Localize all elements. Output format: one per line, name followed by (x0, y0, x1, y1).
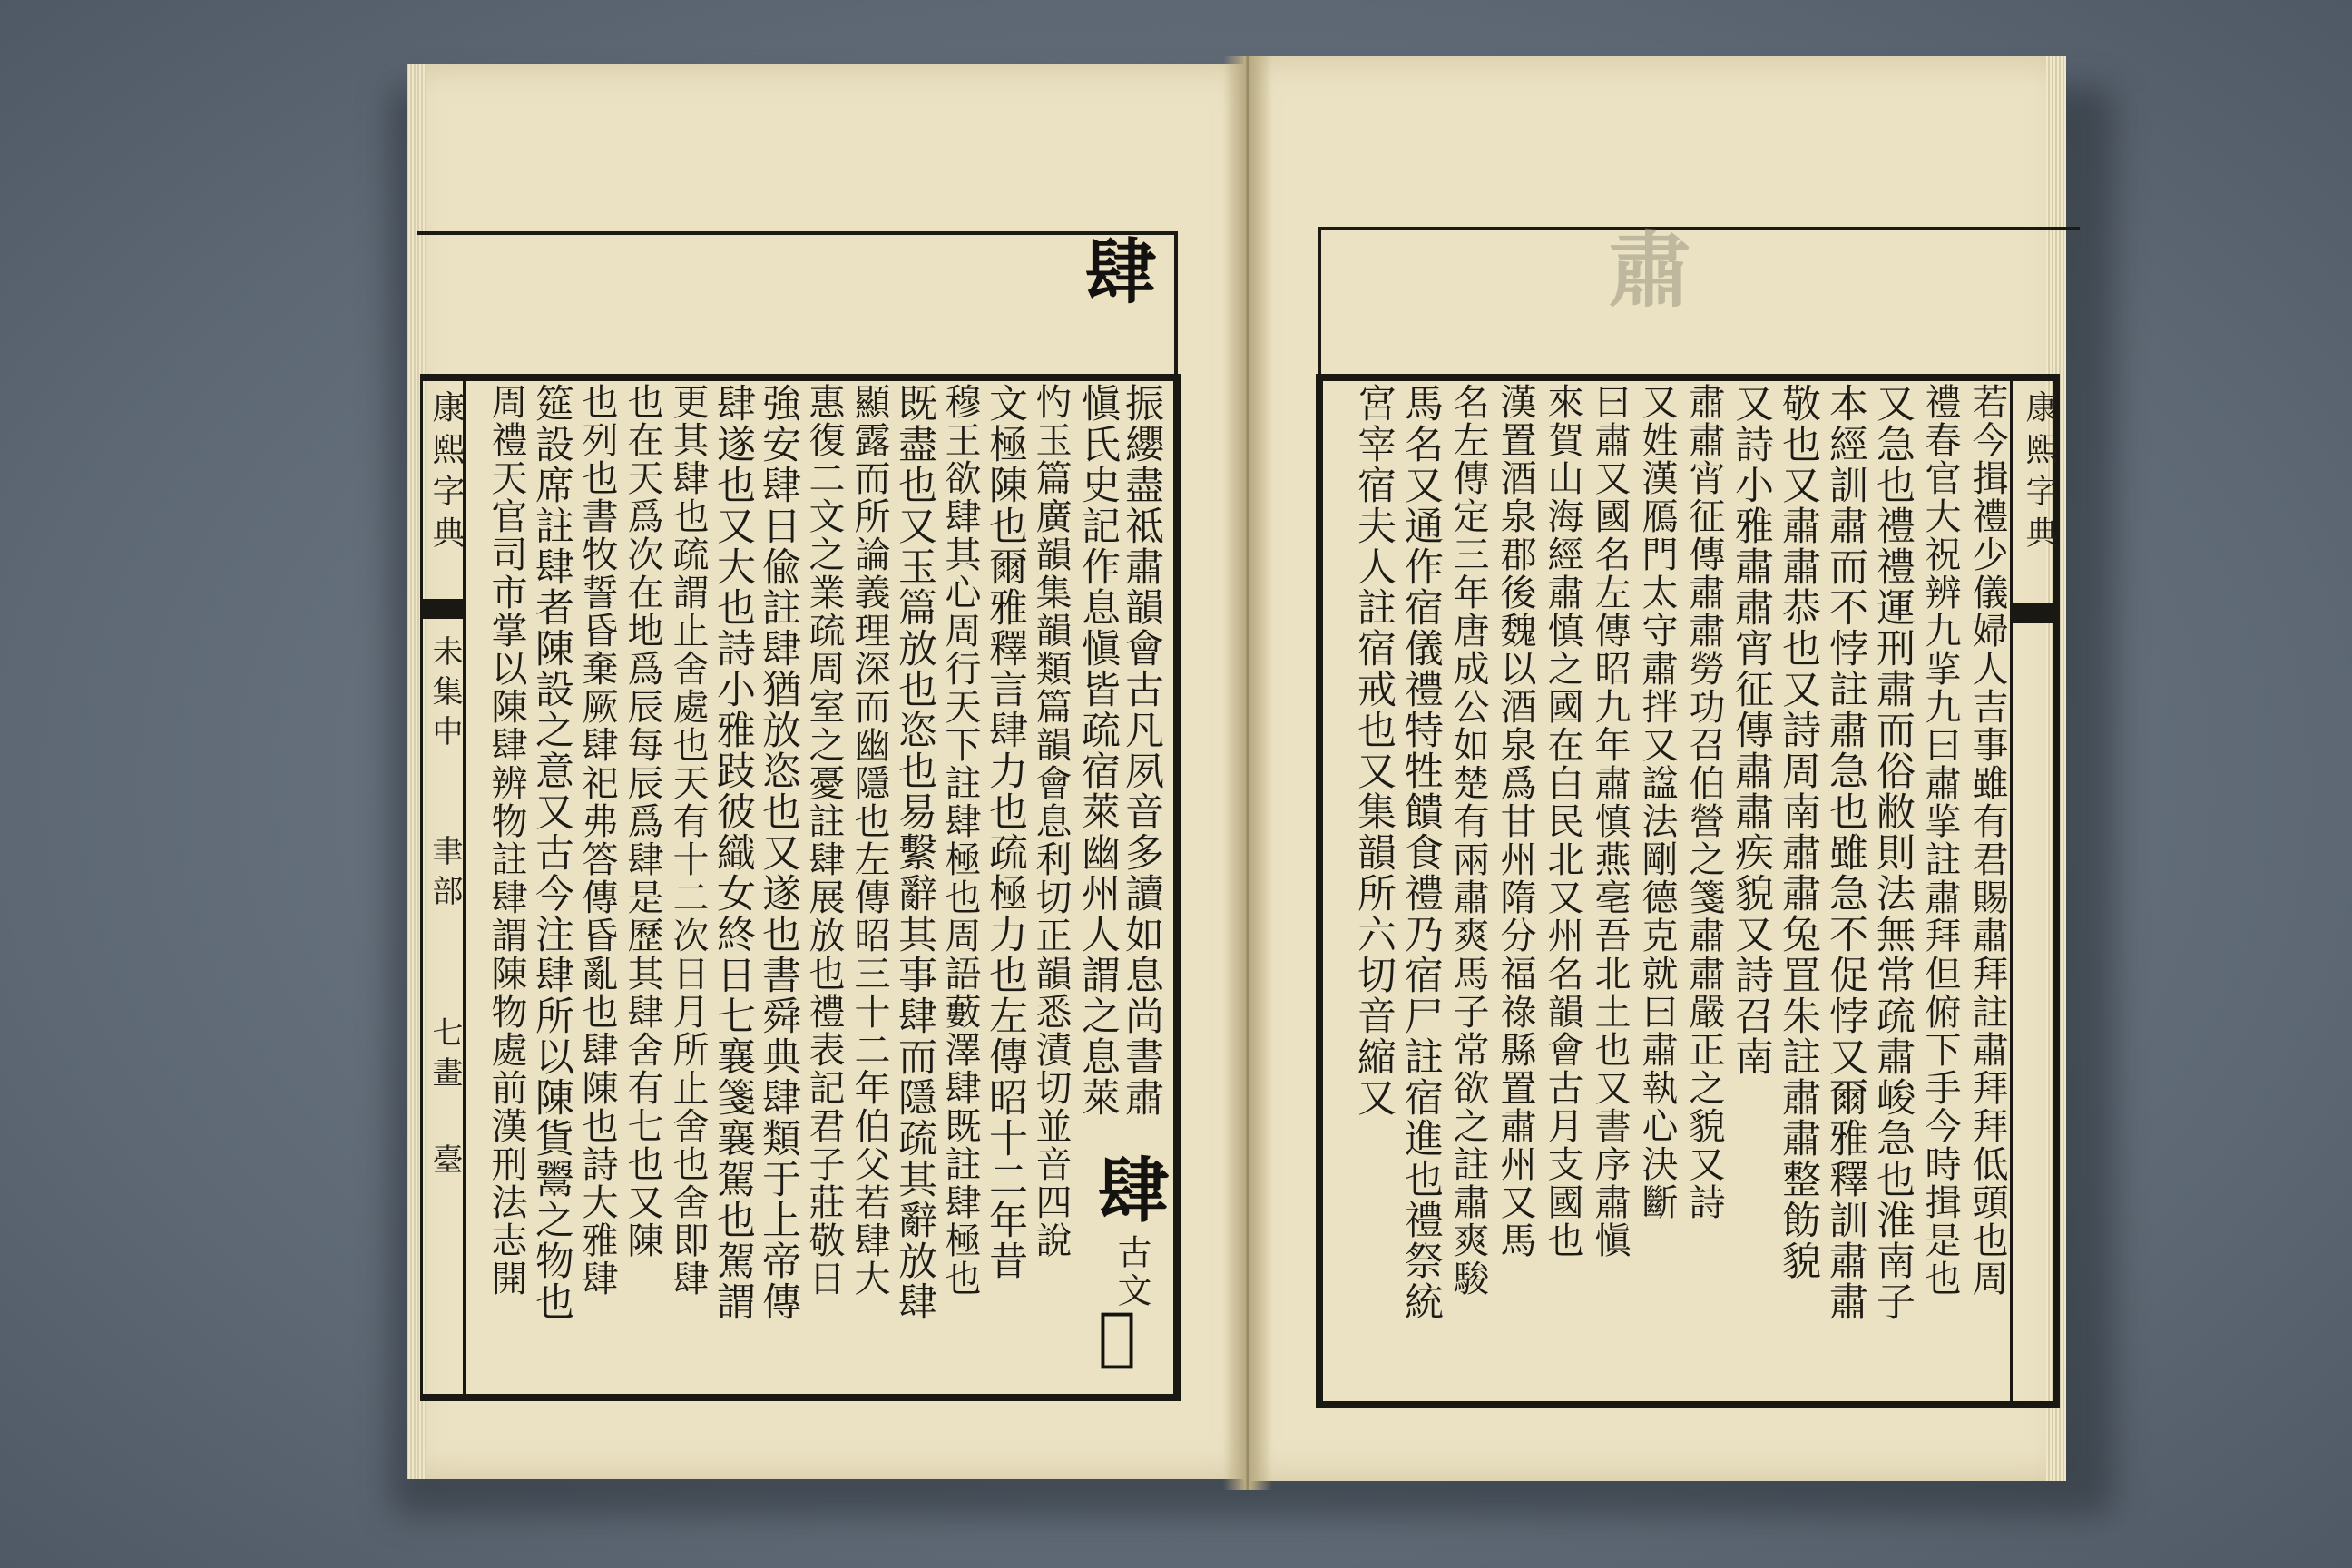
right-margin-title: 康熙字典 (2021, 390, 2058, 557)
left-col-12: 也在天爲次在地爲辰每辰爲肆是歷其肆舍有七也又陳 (622, 383, 663, 1259)
right-col-11: 漢置酒泉郡後魏以酒泉爲甘州隋分福祿縣置肅州又馬 (1494, 383, 1536, 1259)
left-col-9: 強安肆日偸註肆猶放恣也又遂也書舜典肆類于上帝傳 (756, 383, 801, 1322)
left-col-11: 更其肆也疏謂止舍處也天有十二次日月所止舍也舍即肆 (667, 383, 709, 1298)
book-gutter (1223, 56, 1272, 1490)
right-header-seal-faint: 肅 (1594, 227, 1690, 309)
left-header-side-rule (1174, 231, 1178, 377)
left-margin-page: 臺 (426, 1143, 463, 1183)
left-col-15: 周禮天官司市掌以陳肆辨物註肆謂陳物處前漢刑法志開 (485, 383, 527, 1298)
right-col-4: 本經訓肅而不悖註肅急也雖急不促悖又爾雅釋訓肅肅 (1823, 383, 1868, 1322)
left-margin-section: 未集中 (426, 635, 463, 755)
left-entry-char: 肆 (1098, 1150, 1170, 1232)
left-col-1: 振纓盡祗肅韻會古凡夙音多讀如息尚書肅 (1119, 383, 1164, 1118)
left-col-6: 既盡也又玉篇放也恣也易繫辭其事肆而隱疏其辭放肆 (892, 383, 937, 1322)
left-col-4: 文極陳也爾雅釋言肆力也疏極力也左傳昭十二年昔 (983, 383, 1028, 1281)
left-col-14: 筵設席註肆者陳設之意又古今注肆所以陳貨鬻之物也 (529, 383, 574, 1322)
left-margin-title: 康熙字典 (427, 390, 465, 557)
left-col-7: 顯露而所論義理深而幽隱也左傳昭三十二年伯父若肆大 (848, 383, 890, 1298)
right-col-6: 又詩小雅肅肅宵征傳肅肅疾貌又詩召南 (1729, 383, 1774, 1077)
left-col-5: 穆王欲肆其心周行天下註肆極也周語藪澤肆既註肆極也 (939, 383, 981, 1298)
right-col-10: 來賀山海經肅慎之國在白民北又州名韻會古月支國也 (1542, 383, 1583, 1259)
right-col-2: 禮春官大祝辨九㧛九曰肅㧛註肅拜但俯下手今時揖是也 (1919, 383, 1961, 1298)
left-variant-label: 古文 (1112, 1234, 1152, 1310)
left-header-seal: 肆 (1073, 234, 1156, 305)
right-col-1: 若今揖禮少儀婦人吉事雖有君賜肅拜註肅拜拜低頭也周 (1966, 383, 2008, 1298)
right-col-7: 肅肅宵征傳肅肅勞功召伯營之箋肅肅嚴正之貌又詩 (1683, 383, 1725, 1221)
right-col-9: 曰肅又國名左傳昭九年肅慎燕亳吾北土也又書序肅愼 (1589, 383, 1631, 1259)
right-col-5: 敬也又肅肅恭也又詩周南肅肅兔罝朱註肅肅整飭貌 (1776, 383, 1821, 1281)
left-col-2: 愼氏史記作息愼皆疏宿萊幽州人謂之息萊 (1075, 383, 1121, 1118)
left-col-10: 肆遂也又大也詩小雅跂彼織女終日七襄箋襄駕也駕謂 (710, 383, 756, 1322)
left-col-3: 㣿玉篇廣韻集韻類篇韻會息利切正韻悉漬切並音四說 (1030, 383, 1072, 1259)
left-col-13: 也列也書牧誓昏棄厥肆祀弗答傳昏亂也肆陳也詩大雅肆 (576, 383, 618, 1298)
right-col-8: 又姓漢鴈門太守肅拌又諡法剛德克就曰肅執心決斷 (1636, 383, 1678, 1221)
left-margin-strokes: 七畫 (426, 1016, 463, 1096)
left-col-8: 惠復二文之業疏周室之憂註肆展放也禮表記君子莊敬日 (803, 383, 845, 1298)
right-col-14: 宮宰宿夫人註宿戒也又集韻所六切音縮又 (1351, 383, 1396, 1118)
left-margin-radical: 聿部 (426, 835, 463, 915)
right-col-12: 名左傳定三年唐成公如楚有兩肅爽馬子常欲之註肅爽駿 (1447, 383, 1489, 1298)
right-fish-tail (2013, 603, 2053, 623)
right-header-side-rule (1318, 227, 1321, 377)
right-col-13: 馬名又通作宿儀禮特牲饋食禮乃宿尸註宿進也禮祭統 (1398, 383, 1444, 1322)
left-variant-char: 𨽾 (1098, 1298, 1137, 1373)
right-col-3: 又急也禮禮運刑肅而俗敝則法無常疏肅峻急也淮南子 (1870, 383, 1916, 1322)
left-fish-tail (423, 599, 463, 619)
